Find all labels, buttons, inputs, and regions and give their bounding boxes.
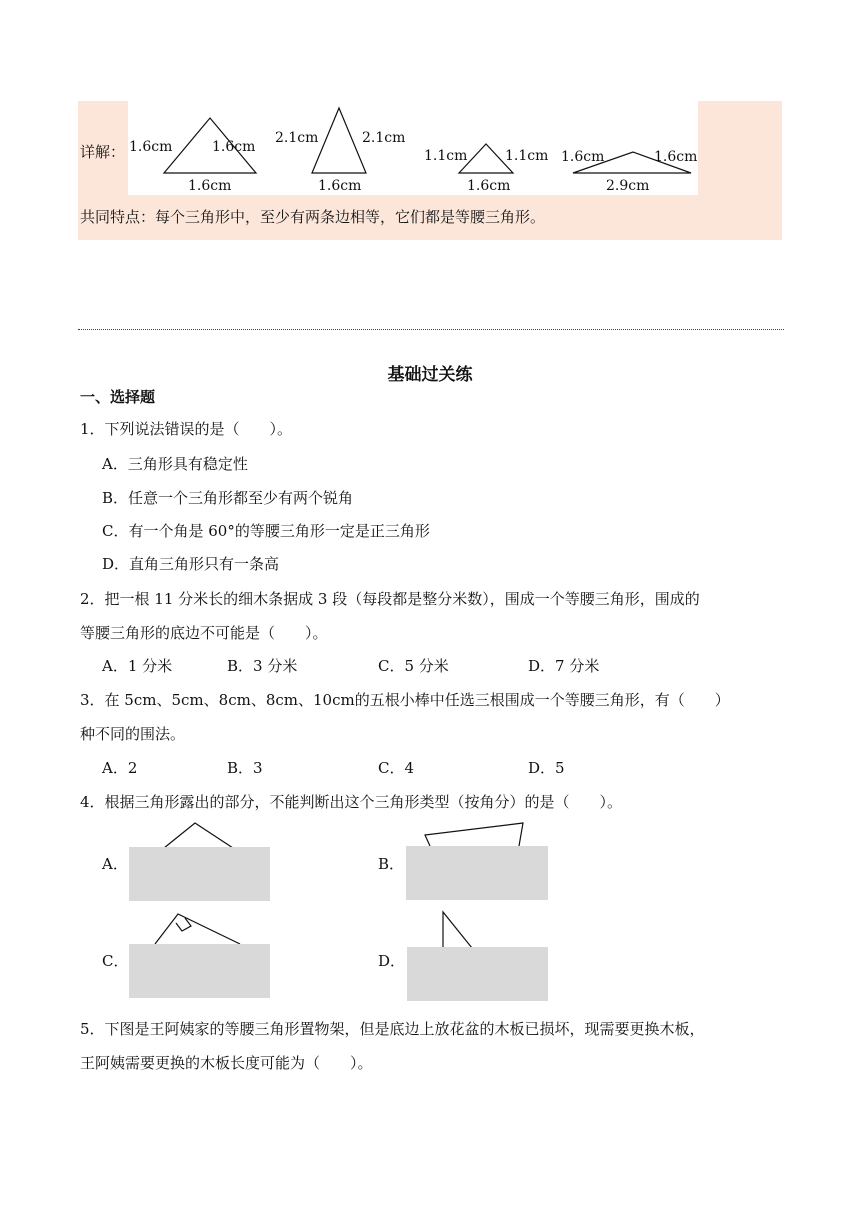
q5-stem-line1: 5．下图是王阿姨家的等腰三角形置物架，但是底边上放花盆的木板已损坏，现需要更换木板，	[80, 1020, 705, 1038]
q3-stem-line2: 种不同的围法。	[80, 725, 186, 743]
section-subtitle: 一、选择题	[80, 388, 156, 406]
obtuse-triangle-peak	[164, 823, 233, 848]
tri4-left-label: 1.6cm	[561, 149, 605, 165]
q3-option-b: B．3	[227, 759, 263, 777]
q3-option-a: A．2	[102, 759, 138, 777]
tri2-left-label: 2.1cm	[275, 130, 319, 146]
q2-stem-line1: 2．把一根 11 分米长的细木条据成 3 段（每段都是整分米数），围成一个等腰三角形，围成的	[80, 590, 700, 608]
triangle-top-edge	[425, 823, 523, 846]
triangles-figure	[128, 101, 698, 195]
q1-option-b: B．任意一个三角形都至少有两个锐角	[102, 489, 354, 507]
q1-option-d: D．直角三角形只有一条高	[102, 555, 280, 573]
q1-option-a: A．三角形具有稳定性	[102, 455, 248, 473]
section-title: 基础过关练	[387, 365, 473, 385]
q1-stem: 1．下列说法错误的是（ ）。	[80, 420, 293, 438]
tri3-left-label: 1.1cm	[424, 148, 468, 164]
tri1-base-label: 1.6cm	[188, 178, 232, 194]
tri1-left-label: 1.6cm	[129, 139, 173, 155]
q2-option-c: C．5 分米	[378, 657, 449, 675]
right-angle-mark	[176, 918, 191, 931]
tri3-right-label: 1.1cm	[505, 148, 549, 164]
q2-option-d: D．7 分米	[528, 657, 600, 675]
q4-option-a-label: A．	[102, 855, 128, 873]
q4-figure-d	[405, 908, 550, 1002]
tri4-right-label: 1.6cm	[654, 149, 698, 165]
tri2-base-label: 1.6cm	[318, 178, 362, 194]
q2-stem-line2: 等腰三角形的底边不可能是（ ）。	[80, 624, 328, 642]
q4-figure-a	[128, 818, 273, 904]
cover-card	[129, 847, 270, 901]
tri4-base-label: 2.9cm	[606, 178, 650, 194]
q3-stem-line1: 3．在 5cm、5cm、8cm、8cm、10cm的五根小棒中任选三根围成一个等腰三角形，有（ ）	[80, 691, 730, 709]
right-angle-triangle-peak	[155, 914, 240, 944]
common-feature-text: 共同特点：每个三角形中，至少有两条边相等，它们都是等腰三角形。	[80, 208, 546, 226]
q3-option-c: C．4	[378, 759, 415, 777]
q2-option-a: A．1 分米	[102, 657, 173, 675]
cover-card	[129, 944, 270, 998]
detail-label: 详解：	[80, 143, 126, 161]
cover-card	[407, 947, 548, 1001]
triangle-figure-panel	[128, 101, 698, 195]
q4-option-d-label: D．	[378, 952, 406, 970]
q4-option-b-label: B．	[378, 855, 405, 873]
tri2-right-label: 2.1cm	[362, 130, 406, 146]
tri1-right-label: 1.6cm	[212, 139, 256, 155]
tri3-base-label: 1.6cm	[467, 178, 511, 194]
q4-option-c-label: C．	[102, 952, 129, 970]
q4-stem: 4．根据三角形露出的部分，不能判断出这个三角形类型（按角分）的是（ ）。	[80, 793, 623, 811]
q3-option-d: D．5	[528, 759, 565, 777]
cover-card	[406, 846, 548, 900]
q4-figure-b	[405, 818, 550, 904]
q4-figure-c	[128, 910, 273, 1000]
isosceles-triangle-tall	[312, 108, 366, 173]
q5-stem-line2: 王阿姨需要更换的木板长度可能为（ ）。	[80, 1054, 373, 1072]
q2-option-b: B．3 分米	[227, 657, 298, 675]
triangle-vertex-lines	[443, 912, 472, 948]
section-divider	[78, 329, 784, 330]
q1-option-c: C．有一个角是 60°的等腰三角形一定是正三角形	[102, 522, 430, 540]
